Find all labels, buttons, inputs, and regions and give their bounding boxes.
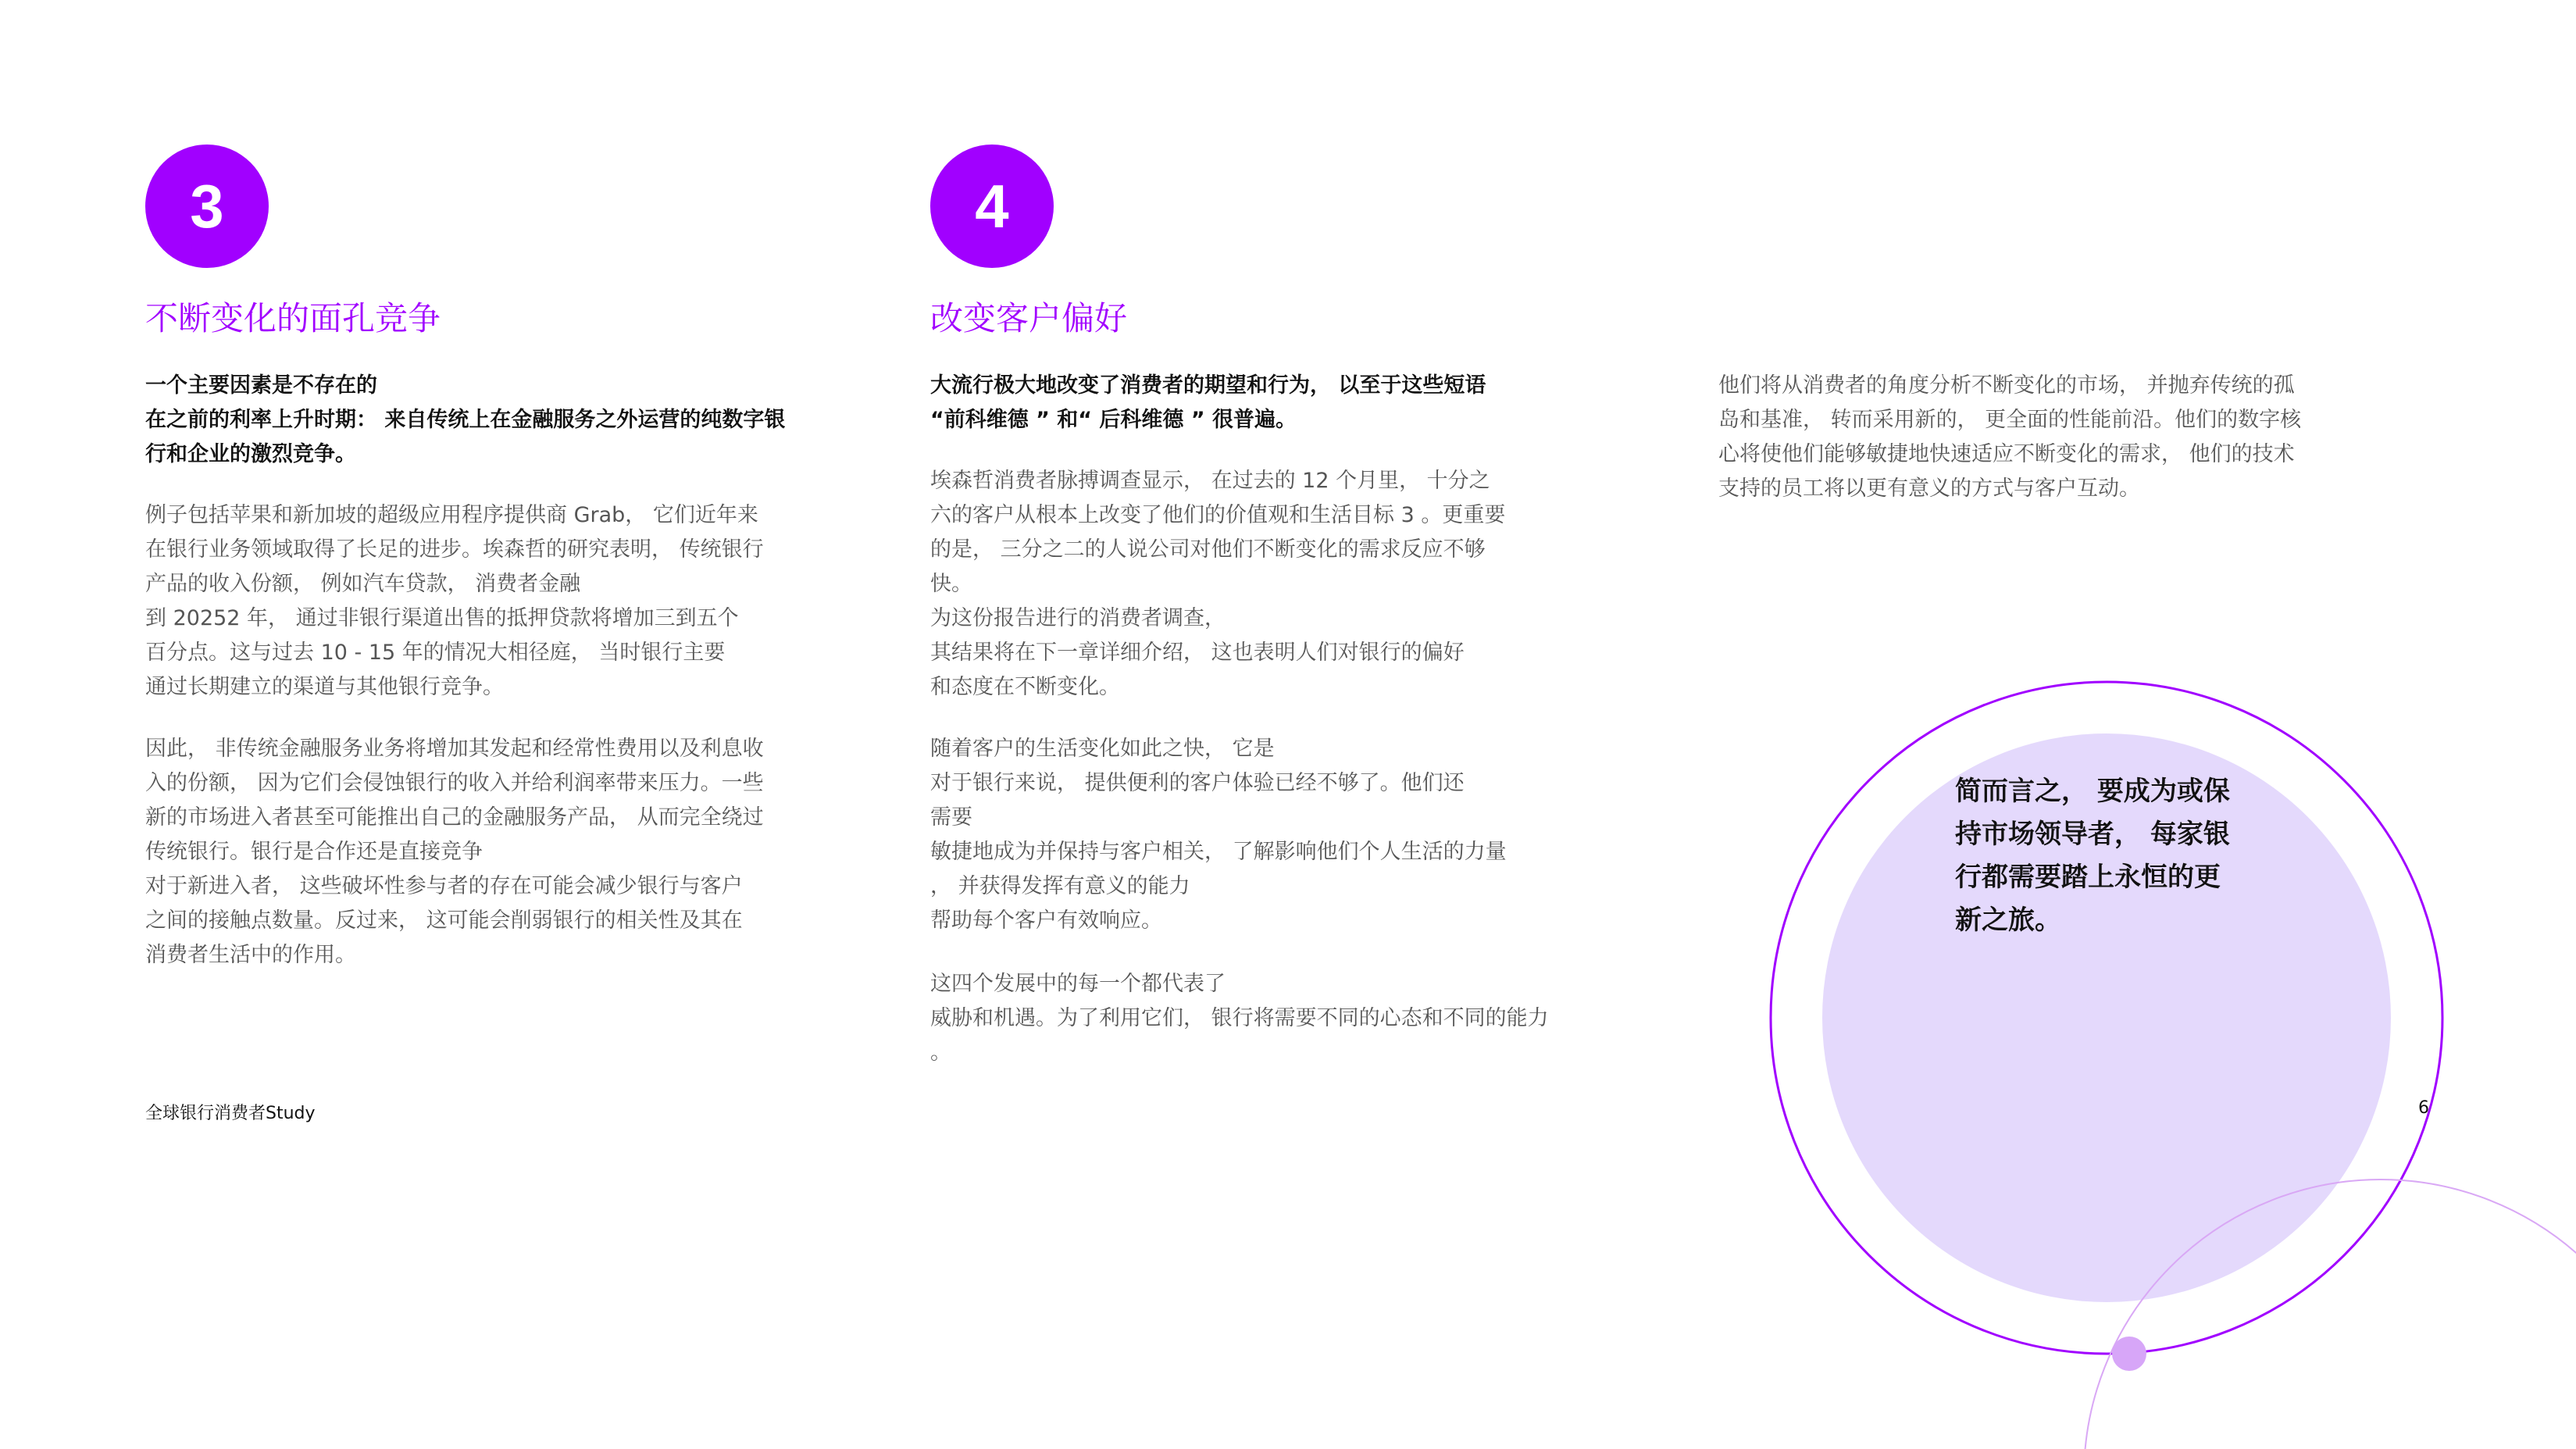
- section-3-number-badge: [145, 145, 269, 268]
- text-line: 通过长期建立的渠道与其他银行竞争。: [145, 675, 504, 699]
- section-4-lead-line: 大流行极大地改变了消费者的期望和行为， 以至于这些短语: [930, 373, 1486, 398]
- text-line: 到 20252 年， 通过非银行渠道出售的抵押贷款将增加三到五个: [145, 606, 739, 630]
- text-line: 之间的接触点数量。反过来， 这可能会削弱银行的相关性及其在: [145, 908, 743, 933]
- text-line: 对于新进入者， 这些破坏性参与者的存在可能会减少银行与客户: [145, 874, 743, 898]
- section-3-lead-line: 在之前的利率上升时期： 来自传统上在金融服务之外运营的纯数字银: [145, 408, 786, 432]
- text-line: 快。: [930, 572, 972, 596]
- text-line: 例子包括苹果和新加坡的超级应用程序提供商 Grab， 它们近年来: [145, 503, 758, 527]
- text-line: 威胁和机遇。为了利用它们， 银行将需要不同的心态和不同的能力: [930, 1006, 1549, 1030]
- page-number: 6: [2418, 1098, 2429, 1118]
- text-line: 为这份报告进行的消费者调查，: [930, 606, 1226, 630]
- text-line: 埃森哲消费者脉搏调查显示， 在过去的 12 个月里， 十分之: [930, 469, 1490, 493]
- text-line: 敏捷地成为并保持与客户相关， 了解影响他们个人生活的力量: [930, 840, 1507, 864]
- text-line: 他们将从消费者的角度分析不断变化的市场， 并抛弃传统的孤: [1718, 373, 2295, 398]
- text-line: 的是， 三分之二的人说公司对他们不断变化的需求反应不够: [930, 537, 1486, 562]
- text-line: 因此， 非传统金融服务业务将增加其发起和经常性费用以及利息收: [145, 737, 764, 761]
- section-4-paragraph-3: [930, 967, 1549, 1070]
- section-4-lead-line: “前科维德 ” 和“ 后科维德 ” 很普遍。: [930, 408, 1297, 432]
- callout-line: 简而言之， 要成为或保: [1955, 776, 2230, 807]
- text-line: 新的市场进入者甚至可能推出自己的金融服务产品， 从而完全绕过: [145, 805, 764, 830]
- text-line: 随着客户的生活变化如此之快， 它是: [930, 737, 1275, 761]
- section-3-number: 3: [190, 171, 224, 241]
- text-line: 其结果将在下一章详细介绍， 这也表明人们对银行的偏好: [930, 641, 1465, 665]
- section-3-lead-line: 行和企业的激烈竞争。: [145, 442, 356, 466]
- section-3-paragraph-2: [145, 732, 764, 973]
- column-3-paragraph: [1718, 369, 2301, 506]
- callout-quote: [1955, 770, 2283, 942]
- text-line: 百分点。这与过去 10 - 15 年的情况大相径庭， 当时银行主要: [145, 641, 726, 665]
- callout-line: 行都需要踏上永恒的更: [1955, 862, 2221, 893]
- text-line: 产品的收入份额， 例如汽车贷款， 消费者金融: [145, 572, 581, 596]
- section-4-number: 4: [975, 171, 1009, 241]
- text-line: 和态度在不断变化。: [930, 675, 1120, 699]
- text-line: 传统银行。银行是合作还是直接竞争: [145, 840, 483, 864]
- section-4-lead: [930, 369, 1486, 437]
- text-line: 消费者生活中的作用。: [145, 943, 356, 967]
- footer-report-title: 全球银行消费者Study: [145, 1104, 316, 1123]
- text-line: 入的份额， 因为它们会侵蚀银行的收入并给利润率带来压力。一些: [145, 771, 764, 795]
- text-line: 需要: [930, 805, 972, 830]
- text-line: ， 并获得发挥有意义的能力: [930, 874, 1190, 898]
- text-line: 。: [930, 1040, 951, 1065]
- section-3-lead-line: 一个主要因素是不存在的: [145, 373, 377, 398]
- section-4-paragraph-2: [930, 732, 1507, 938]
- text-line: 对于银行来说， 提供便利的客户体验已经不够了。他们还: [930, 771, 1465, 795]
- callout-line: 持市场领导者， 每家银: [1955, 819, 2230, 850]
- callout-line: 新之旅。: [1955, 905, 2061, 936]
- text-line: 支持的员工将以更有意义的方式与客户互动。: [1718, 476, 2140, 501]
- section-4-paragraph-1: [930, 464, 1505, 705]
- section-3-title: 不断变化的面孔竞争: [145, 299, 441, 337]
- section-3-lead: [145, 369, 785, 472]
- text-line: 心将使他们能够敏捷地快速适应不断变化的需求， 他们的技术: [1718, 442, 2295, 466]
- text-line: 六的客户从根本上改变了他们的价值观和生活目标 3 。更重要: [930, 503, 1506, 527]
- section-4-number-badge: [930, 145, 1054, 268]
- text-line: 这四个发展中的每一个都代表了: [930, 972, 1226, 996]
- text-line: 帮助每个客户有效响应。: [930, 908, 1162, 933]
- text-line: 在银行业务领域取得了长足的进步。埃森哲的研究表明， 传统银行: [145, 537, 764, 562]
- section-4-title: 改变客户偏好: [930, 299, 1128, 337]
- text-line: 岛和基准， 转而采用新的， 更全面的性能前沿。他们的数字核: [1718, 408, 2302, 432]
- section-3-paragraph-1: [145, 498, 764, 705]
- accent-dot: [2112, 1337, 2146, 1371]
